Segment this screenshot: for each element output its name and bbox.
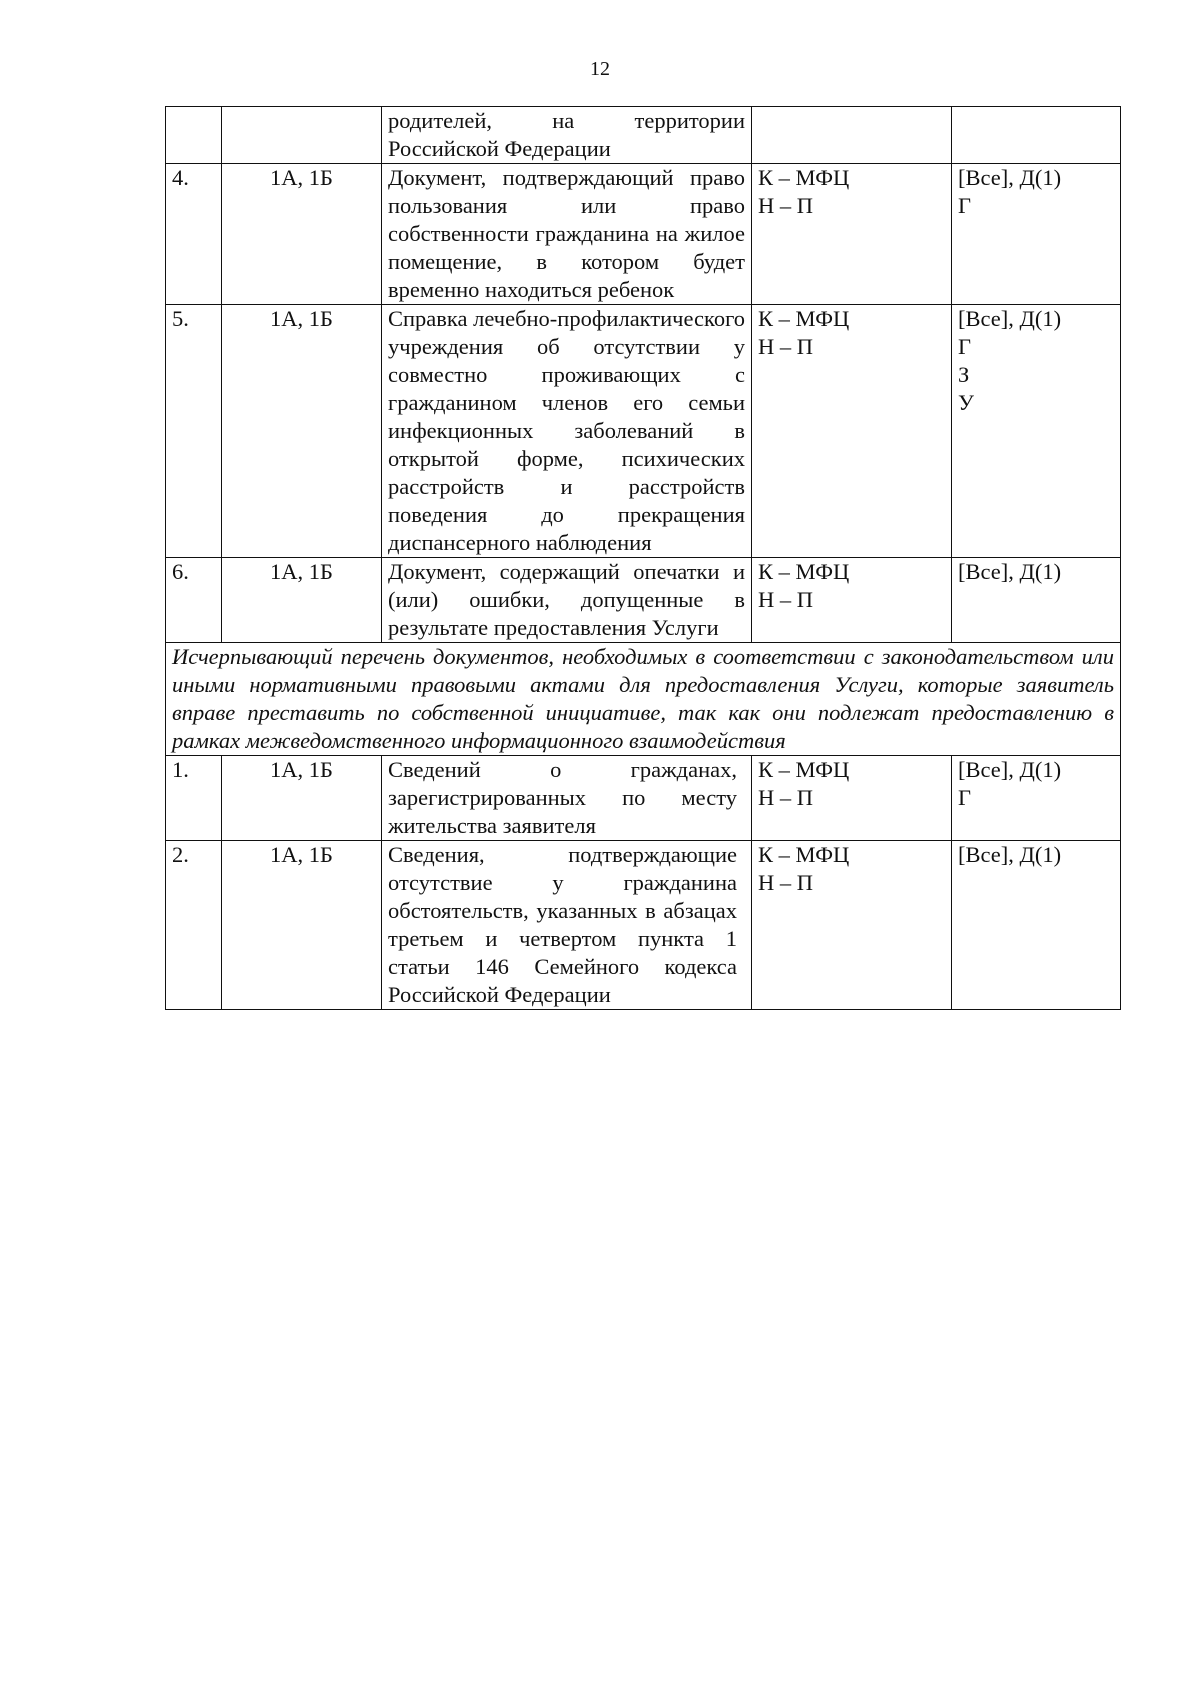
cell-num: 4. — [166, 164, 222, 305]
table-row — [166, 305, 1121, 558]
cell-document: Документ, подтверждающий право пользования или право собственности гражданина на жилое помещение, в котором будет временно находиться ребенок — [382, 164, 752, 305]
cell-options — [952, 164, 1121, 305]
cell-num — [166, 107, 222, 164]
channel-line: Н – П — [758, 193, 813, 218]
cell-document: Справка лечебно-профилактического учреждения об отсутствии у совместно проживающих с гражданином членов его семьи инфекционных заболеваний в открытой форме, психических расстройств и расстройств поведения до прекращения диспансерного наблюдения — [382, 305, 752, 558]
cell-channels — [752, 305, 952, 558]
option-line: [Все], Д(1) — [958, 559, 1062, 584]
cell-channels — [752, 558, 952, 643]
channel-line: К – МФЦ — [758, 165, 850, 190]
cell-channels — [752, 107, 952, 164]
table-row-section — [166, 643, 1121, 756]
table-row — [166, 164, 1121, 305]
channel-line: К – МФЦ — [758, 757, 850, 782]
table-row — [166, 558, 1121, 643]
option-line: [Все], Д(1) — [958, 757, 1062, 782]
cell-num: 5. — [166, 305, 222, 558]
cell-document: родителей, на территории Российской Федерации — [382, 107, 752, 164]
channel-line: К – МФЦ — [758, 559, 850, 584]
cell-options — [952, 558, 1121, 643]
cell-num: 1. — [166, 756, 222, 841]
cell-document: Сведения, подтверждающие отсутствие у гражданина обстоятельств, указанных в абзацах третьем и четвертом пункта 1 статьи 146 Семейного кодекса Российской Федерации — [382, 841, 752, 1010]
channel-line: Н – П — [758, 587, 813, 612]
table-row-continued — [166, 107, 1121, 164]
option-line: Г — [958, 785, 972, 810]
option-line: Г — [958, 193, 972, 218]
cell-category — [222, 107, 382, 164]
cell-options — [952, 107, 1121, 164]
channel-line: Н – П — [758, 785, 813, 810]
option-line: Г — [958, 334, 972, 359]
documents-table — [165, 106, 1121, 1010]
cell-channels — [752, 756, 952, 841]
cell-category: 1А, 1Б — [222, 164, 382, 305]
cell-options — [952, 841, 1121, 1010]
cell-num: 6. — [166, 558, 222, 643]
cell-document: Документ, содержащий опечатки и (или) ошибки, допущенные в результате предоставления Услуги — [382, 558, 752, 643]
cell-num: 2. — [166, 841, 222, 1010]
cell-category: 1А, 1Б — [222, 305, 382, 558]
cell-document: Сведений о гражданах, зарегистрированных по месту жительства заявителя — [382, 756, 752, 841]
section-heading: Исчерпывающий перечень документов, необходимых в соответствии с законодательством или иными нормативными правовыми актами для предоставления Услуги, которые заявитель вправе преставить по собственной инициативе, так как они подлежат предоставлению в рамках межведомственного информационного взаимодействия — [166, 643, 1121, 756]
table-row — [166, 756, 1121, 841]
cell-channels — [752, 164, 952, 305]
option-line: [Все], Д(1) — [958, 306, 1062, 331]
cell-category: 1А, 1Б — [222, 558, 382, 643]
option-line: У — [958, 390, 974, 415]
cell-options — [952, 305, 1121, 558]
cell-options — [952, 756, 1121, 841]
option-line: З — [958, 362, 970, 387]
channel-line: Н – П — [758, 334, 813, 359]
table-row — [166, 841, 1121, 1010]
channel-line: К – МФЦ — [758, 306, 850, 331]
channel-line: Н – П — [758, 870, 813, 895]
cell-category: 1А, 1Б — [222, 841, 382, 1010]
channel-line: К – МФЦ — [758, 842, 850, 867]
cell-channels — [752, 841, 952, 1010]
cell-category: 1А, 1Б — [222, 756, 382, 841]
option-line: [Все], Д(1) — [958, 842, 1062, 867]
option-line: [Все], Д(1) — [958, 165, 1062, 190]
documents-table-body — [166, 107, 1121, 1010]
page-number: 12 — [590, 58, 610, 80]
